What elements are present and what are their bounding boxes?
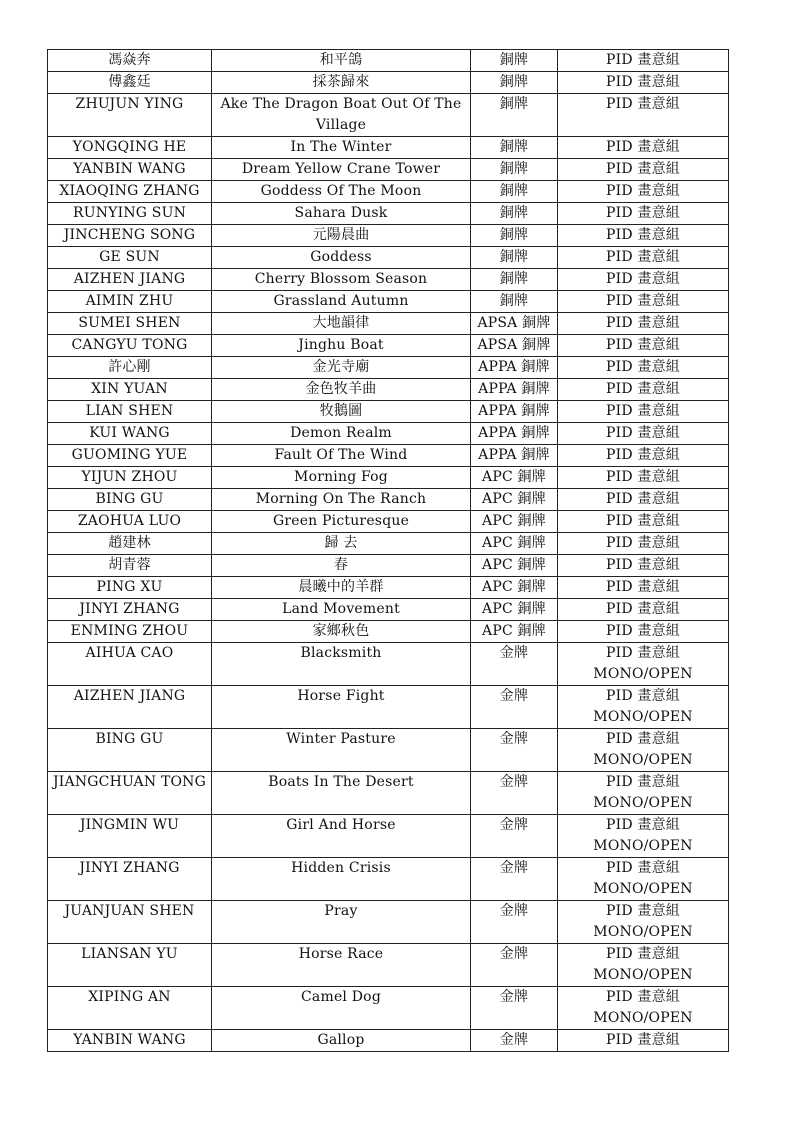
table-row: [48, 772, 729, 815]
entrant-name-cell: LIAN SHEN: [48, 401, 212, 423]
photo-title-cell: Hidden Crisis: [212, 858, 471, 901]
entrant-name-cell: YANBIN WANG: [48, 159, 212, 181]
entrant-name-cell: AIMIN ZHU: [48, 291, 212, 313]
table-row: [48, 379, 729, 401]
award-cell: APPA 銅牌: [471, 379, 558, 401]
entrant-name-cell: AIHUA CAO: [48, 643, 212, 686]
table-row: [48, 269, 729, 291]
photo-title-cell: Cherry Blossom Season: [212, 269, 471, 291]
award-cell: 金牌: [471, 987, 558, 1030]
table-row: [48, 599, 729, 621]
group-cell: PID 畫意組: [558, 533, 729, 555]
award-cell: APSA 銅牌: [471, 335, 558, 357]
group-cell: PID 畫意組: [558, 621, 729, 643]
award-cell: 金牌: [471, 815, 558, 858]
group-cell: PID 畫意組: [558, 445, 729, 467]
photo-title-cell: 採茶歸來: [212, 72, 471, 94]
award-cell: 銅牌: [471, 72, 558, 94]
table-row: [48, 247, 729, 269]
photo-title-cell: Demon Realm: [212, 423, 471, 445]
entrant-name-cell: ZHUJUN YING: [48, 94, 212, 137]
photo-title-cell: Camel Dog: [212, 987, 471, 1030]
award-cell: 金牌: [471, 944, 558, 987]
entrant-name-cell: 傅鑫廷: [48, 72, 212, 94]
award-cell: APPA 銅牌: [471, 445, 558, 467]
award-cell: APC 銅牌: [471, 555, 558, 577]
award-cell: APC 銅牌: [471, 489, 558, 511]
photo-title-cell: Morning Fog: [212, 467, 471, 489]
table-row: [48, 533, 729, 555]
award-cell: 金牌: [471, 643, 558, 686]
award-cell: 銅牌: [471, 159, 558, 181]
photo-title-cell: Morning On The Ranch: [212, 489, 471, 511]
award-cell: APSA 銅牌: [471, 313, 558, 335]
photo-title-cell: 歸 去: [212, 533, 471, 555]
group-cell: PID 畫意組: [558, 357, 729, 379]
entrant-name-cell: AIZHEN JIANG: [48, 269, 212, 291]
group-cell: PID 畫意組: [558, 225, 729, 247]
group-cell: PID 畫意組 MONO/OPEN: [558, 815, 729, 858]
group-cell: PID 畫意組 MONO/OPEN: [558, 643, 729, 686]
group-cell: PID 畫意組 MONO/OPEN: [558, 772, 729, 815]
entrant-name-cell: GE SUN: [48, 247, 212, 269]
entrant-name-cell: 趙建林: [48, 533, 212, 555]
group-cell: PID 畫意組: [558, 379, 729, 401]
group-cell: PID 畫意組: [558, 291, 729, 313]
entrant-name-cell: JINGMIN WU: [48, 815, 212, 858]
photo-title-cell: 家鄉秋色: [212, 621, 471, 643]
award-cell: 銅牌: [471, 269, 558, 291]
entrant-name-cell: SUMEI SHEN: [48, 313, 212, 335]
award-cell: 金牌: [471, 772, 558, 815]
entrant-name-cell: YONGQING HE: [48, 137, 212, 159]
award-cell: 金牌: [471, 901, 558, 944]
table-row: [48, 621, 729, 643]
photo-title-cell: Dream Yellow Crane Tower: [212, 159, 471, 181]
award-cell: 銅牌: [471, 137, 558, 159]
photo-title-cell: Pray: [212, 901, 471, 944]
table-row: [48, 72, 729, 94]
table-row: [48, 181, 729, 203]
entrant-name-cell: YIJUN ZHOU: [48, 467, 212, 489]
table-row: [48, 643, 729, 686]
table-row: [48, 987, 729, 1030]
photo-title-cell: In The Winter: [212, 137, 471, 159]
group-cell: PID 畫意組: [558, 1030, 729, 1052]
award-cell: 銅牌: [471, 225, 558, 247]
table-row: [48, 401, 729, 423]
table-row: [48, 858, 729, 901]
group-cell: PID 畫意組: [558, 401, 729, 423]
photo-title-cell: Green Picturesque: [212, 511, 471, 533]
table-row: [48, 137, 729, 159]
photo-title-cell: Land Movement: [212, 599, 471, 621]
photo-title-cell: 春: [212, 555, 471, 577]
group-cell: PID 畫意組: [558, 599, 729, 621]
group-cell: PID 畫意組 MONO/OPEN: [558, 858, 729, 901]
award-cell: APC 銅牌: [471, 467, 558, 489]
photo-title-cell: 金色牧羊曲: [212, 379, 471, 401]
photo-title-cell: 大地韻律: [212, 313, 471, 335]
entrant-name-cell: ZAOHUA LUO: [48, 511, 212, 533]
award-cell: 銅牌: [471, 291, 558, 313]
table-row: [48, 489, 729, 511]
group-cell: PID 畫意組: [558, 467, 729, 489]
group-cell: PID 畫意組 MONO/OPEN: [558, 987, 729, 1030]
awards-table: [47, 49, 729, 1052]
entrant-name-cell: XIPING AN: [48, 987, 212, 1030]
table-row: [48, 555, 729, 577]
award-cell: 銅牌: [471, 247, 558, 269]
table-row: [48, 445, 729, 467]
group-cell: PID 畫意組: [558, 269, 729, 291]
table-row: [48, 577, 729, 599]
award-cell: 銅牌: [471, 94, 558, 137]
photo-title-cell: Ake The Dragon Boat Out Of The Village: [212, 94, 471, 137]
table-row: [48, 313, 729, 335]
group-cell: PID 畫意組: [558, 203, 729, 225]
table-row: [48, 225, 729, 247]
entrant-name-cell: CANGYU TONG: [48, 335, 212, 357]
group-cell: PID 畫意組: [558, 511, 729, 533]
photo-title-cell: Blacksmith: [212, 643, 471, 686]
group-cell: PID 畫意組: [558, 577, 729, 599]
photo-title-cell: Boats In The Desert: [212, 772, 471, 815]
award-cell: 金牌: [471, 729, 558, 772]
table-row: [48, 511, 729, 533]
entrant-name-cell: XIAOQING ZHANG: [48, 181, 212, 203]
entrant-name-cell: JIANGCHUAN TONG: [48, 772, 212, 815]
award-cell: APPA 銅牌: [471, 357, 558, 379]
table-row: [48, 291, 729, 313]
table-row: [48, 335, 729, 357]
table-row: [48, 901, 729, 944]
photo-title-cell: Goddess: [212, 247, 471, 269]
entrant-name-cell: YANBIN WANG: [48, 1030, 212, 1052]
entrant-name-cell: LIANSAN YU: [48, 944, 212, 987]
table-row: [48, 94, 729, 137]
table-row: [48, 357, 729, 379]
photo-title-cell: 晨曦中的羊群: [212, 577, 471, 599]
entrant-name-cell: XIN YUAN: [48, 379, 212, 401]
entrant-name-cell: 馮焱奔: [48, 50, 212, 72]
award-cell: 銅牌: [471, 203, 558, 225]
table-row: [48, 686, 729, 729]
group-cell: PID 畫意組 MONO/OPEN: [558, 944, 729, 987]
award-cell: APC 銅牌: [471, 621, 558, 643]
group-cell: PID 畫意組: [558, 94, 729, 137]
entrant-name-cell: JINYI ZHANG: [48, 858, 212, 901]
photo-title-cell: Winter Pasture: [212, 729, 471, 772]
award-cell: 金牌: [471, 686, 558, 729]
photo-title-cell: Jinghu Boat: [212, 335, 471, 357]
table-row: [48, 50, 729, 72]
group-cell: PID 畫意組 MONO/OPEN: [558, 729, 729, 772]
table-row: [48, 203, 729, 225]
entrant-name-cell: JINCHENG SONG: [48, 225, 212, 247]
entrant-name-cell: BING GU: [48, 489, 212, 511]
entrant-name-cell: 胡青蓉: [48, 555, 212, 577]
group-cell: PID 畫意組: [558, 335, 729, 357]
table-row: [48, 467, 729, 489]
table-row: [48, 1030, 729, 1052]
group-cell: PID 畫意組: [558, 50, 729, 72]
group-cell: PID 畫意組: [558, 137, 729, 159]
group-cell: PID 畫意組 MONO/OPEN: [558, 901, 729, 944]
table-row: [48, 944, 729, 987]
entrant-name-cell: RUNYING SUN: [48, 203, 212, 225]
entrant-name-cell: JINYI ZHANG: [48, 599, 212, 621]
entrant-name-cell: KUI WANG: [48, 423, 212, 445]
photo-title-cell: Sahara Dusk: [212, 203, 471, 225]
table-row: [48, 423, 729, 445]
table-row: [48, 815, 729, 858]
award-cell: APC 銅牌: [471, 599, 558, 621]
award-cell: 銅牌: [471, 181, 558, 203]
group-cell: PID 畫意組: [558, 181, 729, 203]
award-cell: 金牌: [471, 858, 558, 901]
group-cell: PID 畫意組 MONO/OPEN: [558, 686, 729, 729]
entrant-name-cell: AIZHEN JIANG: [48, 686, 212, 729]
table-row: [48, 729, 729, 772]
group-cell: PID 畫意組: [558, 247, 729, 269]
photo-title-cell: Girl And Horse: [212, 815, 471, 858]
photo-title-cell: 和平鴿: [212, 50, 471, 72]
entrant-name-cell: 許心剛: [48, 357, 212, 379]
group-cell: PID 畫意組: [558, 489, 729, 511]
photo-title-cell: Horse Race: [212, 944, 471, 987]
photo-title-cell: 牧鵝圖: [212, 401, 471, 423]
entrant-name-cell: BING GU: [48, 729, 212, 772]
award-cell: APC 銅牌: [471, 511, 558, 533]
group-cell: PID 畫意組: [558, 72, 729, 94]
award-cell: APPA 銅牌: [471, 423, 558, 445]
group-cell: PID 畫意組: [558, 423, 729, 445]
group-cell: PID 畫意組: [558, 159, 729, 181]
photo-title-cell: Horse Fight: [212, 686, 471, 729]
entrant-name-cell: GUOMING YUE: [48, 445, 212, 467]
group-cell: PID 畫意組: [558, 555, 729, 577]
awards-table-body: [48, 50, 729, 1052]
award-cell: APC 銅牌: [471, 577, 558, 599]
award-cell: 金牌: [471, 1030, 558, 1052]
award-cell: APC 銅牌: [471, 533, 558, 555]
photo-title-cell: Fault Of The Wind: [212, 445, 471, 467]
photo-title-cell: 金光寺廟: [212, 357, 471, 379]
entrant-name-cell: ENMING ZHOU: [48, 621, 212, 643]
photo-title-cell: Goddess Of The Moon: [212, 181, 471, 203]
group-cell: PID 畫意組: [558, 313, 729, 335]
entrant-name-cell: PING XU: [48, 577, 212, 599]
award-cell: APPA 銅牌: [471, 401, 558, 423]
table-row: [48, 159, 729, 181]
entrant-name-cell: JUANJUAN SHEN: [48, 901, 212, 944]
photo-title-cell: Gallop: [212, 1030, 471, 1052]
photo-title-cell: Grassland Autumn: [212, 291, 471, 313]
photo-title-cell: 元陽晨曲: [212, 225, 471, 247]
award-cell: 銅牌: [471, 50, 558, 72]
